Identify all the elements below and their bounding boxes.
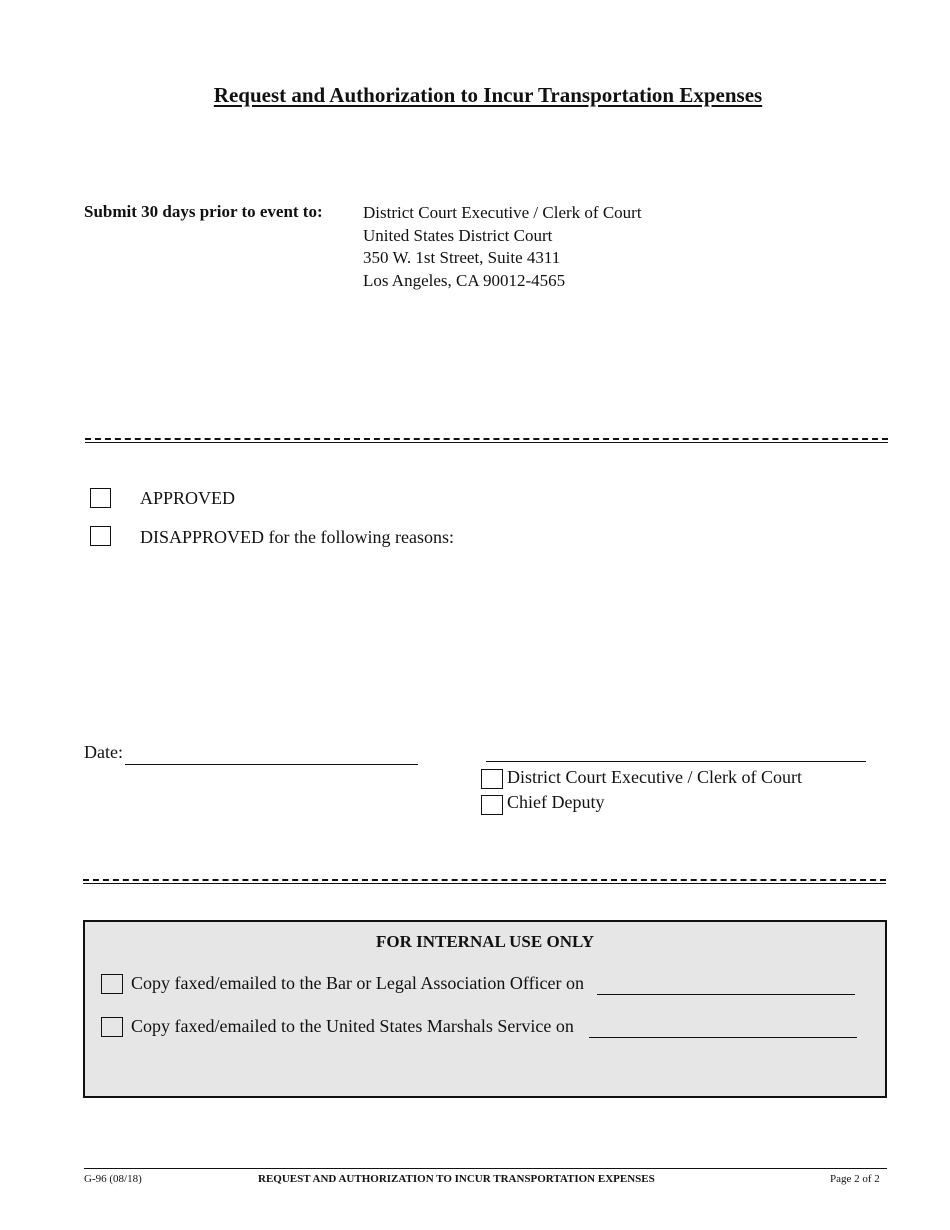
page-title: Request and Authorization to Incur Transportation Expenses	[213, 83, 763, 107]
date-label: Date:	[84, 742, 123, 762]
clerk-checkbox[interactable]	[481, 769, 503, 789]
footer-title: REQUEST AND AUTHORIZATION TO INCUR TRANSPORTATION EXPENSES	[258, 1173, 655, 1185]
address-line: United States District Court	[363, 225, 553, 245]
chief-deputy-label: Chief Deputy	[507, 792, 605, 812]
approved-checkbox[interactable]	[90, 488, 111, 508]
copy-marshals-checkbox[interactable]	[101, 1017, 123, 1037]
copy-bar-label: Copy faxed/emailed to the Bar or Legal Association Officer on	[131, 973, 585, 993]
submit-label: Submit 30 days prior to event to:	[84, 202, 323, 221]
address-line: 350 W. 1st Street, Suite 4311	[363, 248, 561, 267]
address-line: District Court Executive / Clerk of Court	[363, 203, 642, 222]
address-line: Los Angeles, CA 90012-4565	[363, 270, 566, 290]
footer-rule	[84, 1168, 887, 1169]
internal-use-title: FOR INTERNAL USE ONLY	[375, 932, 595, 951]
copy-bar-checkbox[interactable]	[101, 974, 123, 994]
date-field[interactable]	[125, 764, 418, 765]
section-divider	[85, 438, 888, 440]
signature-line[interactable]	[486, 761, 866, 762]
submit-address	[363, 202, 642, 292]
copy-bar-date-field[interactable]	[597, 994, 855, 995]
approved-label: APPROVED	[140, 488, 236, 508]
clerk-label: District Court Executive / Clerk of Court	[507, 767, 802, 787]
copy-marshals-date-field[interactable]	[589, 1037, 857, 1038]
footer-form-id: G-96 (08/18)	[84, 1173, 142, 1185]
disapproved-checkbox[interactable]	[90, 526, 111, 546]
section-divider	[83, 879, 886, 881]
footer-page-number: Page 2 of 2	[830, 1173, 880, 1185]
chief-deputy-checkbox[interactable]	[481, 795, 503, 815]
copy-marshals-label: Copy faxed/emailed to the United States Marshals Service on	[131, 1016, 574, 1036]
disapproved-label: DISAPPROVED for the following reasons:	[140, 527, 454, 547]
